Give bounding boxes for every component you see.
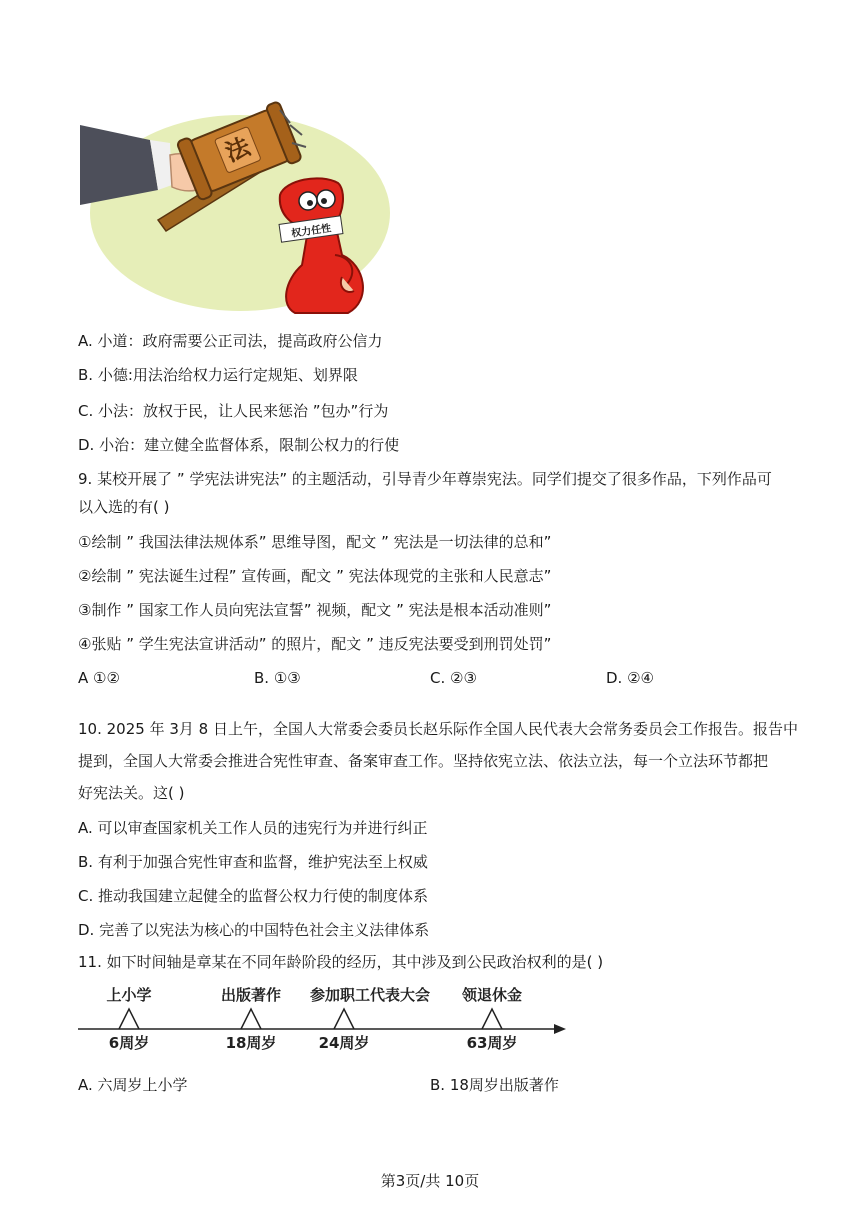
timeline-event-label: 出版著作	[220, 986, 282, 1004]
q10-stem-line3: 好宪法关。这( )	[78, 784, 185, 802]
timeline-event-age: 18周岁	[225, 1034, 277, 1052]
timeline-event-4	[461, 986, 522, 1052]
q9-choice-d: D. ②④	[606, 669, 654, 687]
q11-option-a: A. 六周岁上小学	[78, 1076, 188, 1094]
timeline-event-label: 上小学	[106, 986, 152, 1004]
timeline-event-2	[221, 986, 281, 1052]
q8-option-c: C. 小法：放权于民，让人民来惩治 ”包办”行为	[78, 402, 389, 420]
timeline-event-3	[310, 986, 430, 1052]
q9-choice-b: B. ①③	[254, 669, 301, 687]
timeline-event-label: 领退休金	[461, 986, 523, 1004]
q9-choice-a: A ①②	[78, 669, 120, 687]
gavel-text: 法	[221, 132, 255, 168]
q9-stem-line1: 9. 某校开展了 ” 学宪法讲宪法” 的主题活动，引导青少年尊崇宪法。同学们提交了很多作品，下列作品可	[78, 470, 772, 488]
q11-stem: 11. 如下时间轴是章某在不同年龄阶段的经历，其中涉及到公民政治权利的是( )	[78, 953, 604, 971]
q10-option-d: D. 完善了以宪法为核心的中国特色社会主义法律体系	[78, 921, 430, 939]
q9-item-2: ②绘制 ” 宪法诞生过程” 宣传画，配文 ” 宪法体现党的主张和人民意志”	[78, 567, 552, 585]
q9-item-1: ①绘制 ” 我国法律法规体系” 思维导图，配文 ” 宪法是一切法律的总和”	[78, 533, 552, 551]
q9-stem-line2: 以入选的有( )	[78, 498, 170, 516]
timeline-event-age: 6周岁	[108, 1034, 150, 1052]
power-banner-text: 权力任性	[290, 223, 332, 240]
q10-option-b: B. 有利于加强合宪性审查和监督，维护宪法至上权威	[78, 853, 428, 871]
cartoon-illustration	[80, 95, 395, 320]
q10-stem-line1: 10. 2025 年 3月 8 日上午，全国人大常委会委员长赵乐际作全国人民代表大会常务委员会工作报告。报告中	[78, 720, 798, 738]
timeline-svg	[76, 980, 576, 1052]
q10-stem-line2: 提到，全国人大常委会推进合宪性审查、备案审查工作。坚持依宪立法、依法立法，每一个立法环节都把	[78, 752, 769, 770]
timeline-event-label: 参加职工代表大会	[309, 986, 431, 1004]
cartoon-svg	[80, 95, 395, 320]
q8-option-b: B. 小德:用法治给权力运行定规矩、划界限	[78, 366, 358, 384]
timeline-event-age: 63周岁	[466, 1034, 518, 1052]
q9-choice-c: C. ②③	[430, 669, 477, 687]
q9-item-3: ③制作 ” 国家工作人员向宪法宣誓” 视频，配文 ” 宪法是根本活动准则”	[78, 601, 552, 619]
q10-option-c: C. 推动我国建立起健全的监督公权力行使的制度体系	[78, 887, 429, 905]
timeline-event-age: 24周岁	[318, 1034, 370, 1052]
q10-option-a: A. 可以审查国家机关工作人员的违宪行为并进行纠正	[78, 819, 428, 837]
timeline-event-1	[106, 986, 151, 1052]
q11-option-b: B. 18周岁出版著作	[430, 1076, 559, 1094]
q8-option-d: D. 小治：建立健全监督体系，限制公权力的行使	[78, 436, 400, 454]
timeline-figure	[76, 980, 576, 1052]
q9-item-4: ④张贴 ” 学生宪法宣讲活动” 的照片，配文 ” 违反宪法要受到刑罚处罚”	[78, 635, 552, 653]
page-number: 第3页/共 10页	[380, 1172, 480, 1190]
timeline-arrow	[554, 1024, 566, 1034]
q8-option-a: A. 小道：政府需要公正司法，提高政府公信力	[78, 332, 383, 350]
